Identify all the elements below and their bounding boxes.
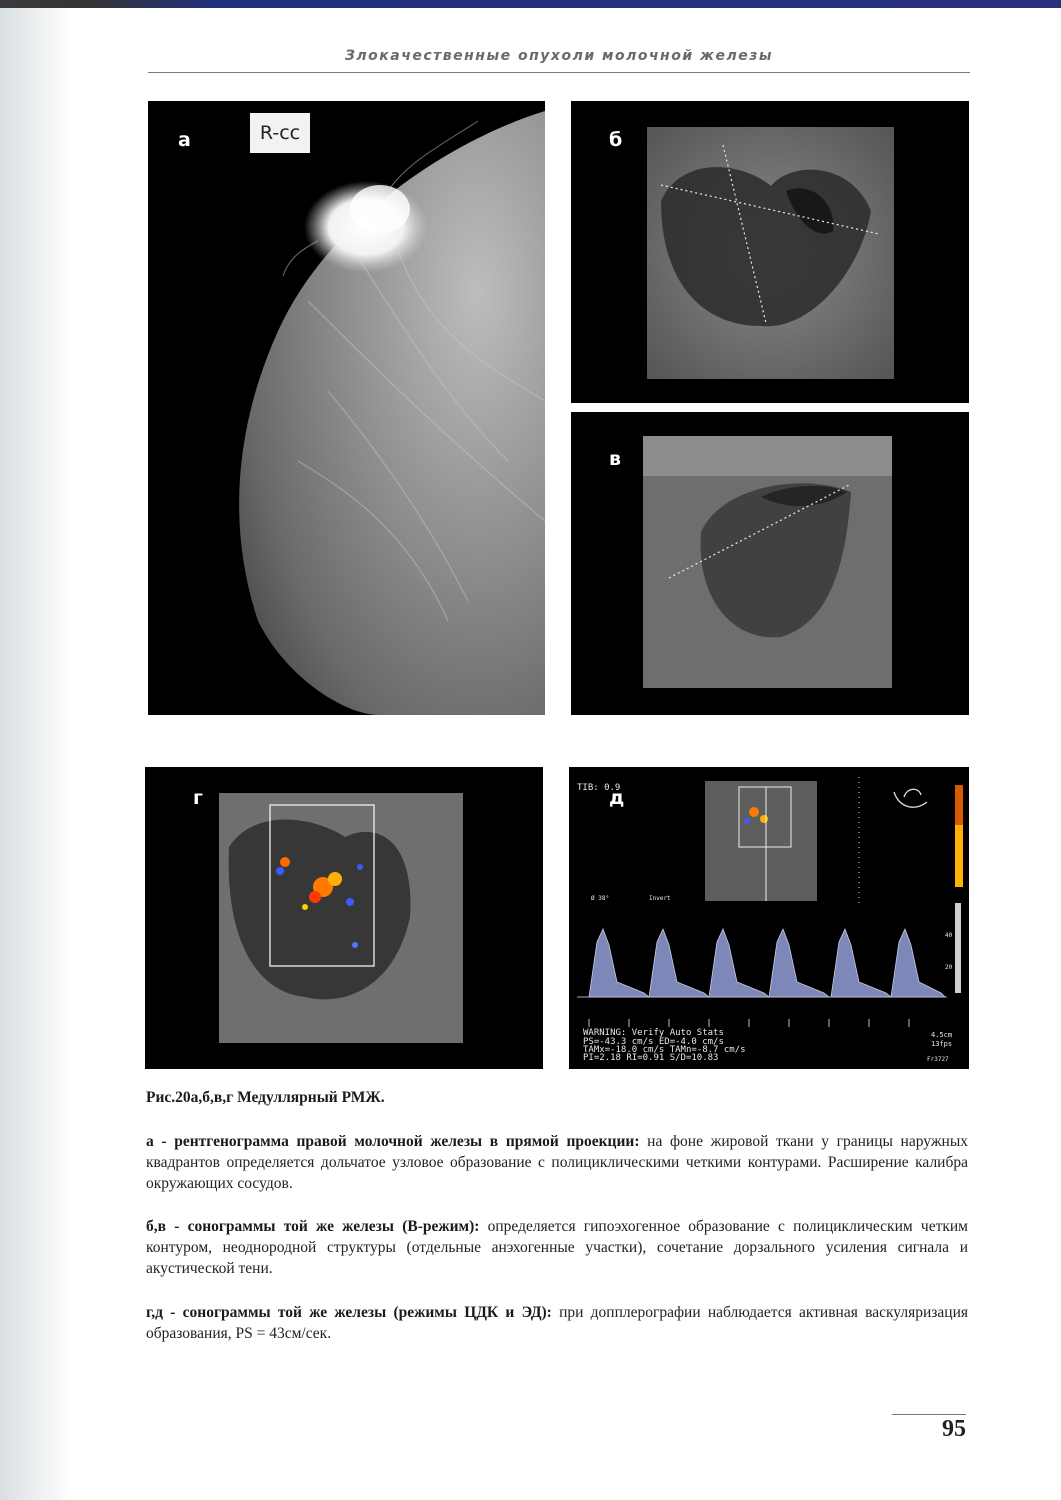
page-number: 95 bbox=[942, 1416, 966, 1442]
caption-a-text: на фоне жировой ткани у границы наружных квадрантов определяется дольчатое узловое образование с полициклическими четкими контурами. Расширение калибра окружающих сосудов. bbox=[146, 1133, 968, 1192]
projection-tag: R-cc bbox=[250, 113, 310, 153]
figure-g-label: г bbox=[193, 787, 203, 809]
figure-b-sonogram bbox=[571, 101, 969, 403]
velocity-scale-20: 20 bbox=[945, 964, 953, 971]
figure-v-label: в bbox=[609, 448, 622, 470]
doppler-d-image bbox=[569, 767, 969, 1069]
figure-a-mammogram bbox=[148, 101, 545, 715]
depth-readout: 4.5cm bbox=[931, 1031, 953, 1039]
figure-caption-title: Рис.20а,б,в,г Медуллярный РМЖ. bbox=[146, 1089, 385, 1106]
running-head: Злокачественные опухоли молочной железы bbox=[344, 48, 773, 64]
scan-top-edge bbox=[0, 0, 1061, 8]
sonogram-b-image bbox=[571, 101, 969, 403]
angle-readout: Ø 38° bbox=[591, 895, 610, 902]
mammogram-image bbox=[148, 101, 545, 715]
footer-rule bbox=[892, 1414, 966, 1415]
caption-gd-text: при допплерографии наблюдается активная васкуляризация образования, PS = 43см/сек. bbox=[146, 1304, 968, 1342]
spectral-waveform bbox=[589, 929, 945, 997]
sonogram-v-image bbox=[571, 412, 969, 715]
fps-readout: 13fps bbox=[931, 1040, 953, 1048]
caption-paragraph-gd bbox=[146, 1302, 968, 1344]
page-gutter-shadow bbox=[0, 8, 70, 1500]
figure-b-label: б bbox=[609, 129, 623, 151]
caption-a-heading: а - рентгенограмма правой молочной железы в прямой проекции: bbox=[146, 1133, 640, 1150]
figure-a-label: а bbox=[178, 129, 191, 151]
caption-bv-text: определяется гипоэхогенное образование с полициклическим четким контуром, неоднородной структуры (отдельные анэхогенные участки), сочетание дорзального усиления сигнала и акустической тени. bbox=[146, 1218, 968, 1277]
frame-readout: Fr3727 bbox=[927, 1056, 949, 1063]
figure-d-label: д bbox=[609, 787, 625, 809]
figure-d-spectral bbox=[569, 767, 969, 1069]
header-rule bbox=[148, 72, 970, 73]
figure-g-doppler bbox=[145, 767, 543, 1069]
tib-readout: TIB: 0.9 bbox=[577, 783, 621, 793]
doppler-tam: TAMx=-18.0 cm/s TAMn=-8.7 cm/s bbox=[583, 1045, 746, 1055]
caption-gd-heading: г,д - сонограммы той же железы (режимы ЦДК и ЭД): bbox=[146, 1304, 552, 1321]
caption-paragraph-bv bbox=[146, 1216, 968, 1279]
caption-bv-heading: б,в - сонограммы той же железы (В-режим): bbox=[146, 1218, 480, 1235]
doppler-warning: WARNING: Verify Auto Stats bbox=[583, 1028, 724, 1038]
figure-v-sonogram bbox=[571, 412, 969, 715]
doppler-g-image bbox=[145, 767, 543, 1069]
caption-paragraph-a bbox=[146, 1131, 968, 1194]
velocity-scale-40: 40 bbox=[945, 932, 953, 939]
invert-label: Invert bbox=[649, 895, 671, 902]
doppler-indices: PI=2.18 RI=0.91 S/D=10.83 bbox=[583, 1053, 719, 1063]
doppler-ps-ed: PS=-43.3 cm/s ED=-4.0 cm/s bbox=[583, 1037, 724, 1047]
